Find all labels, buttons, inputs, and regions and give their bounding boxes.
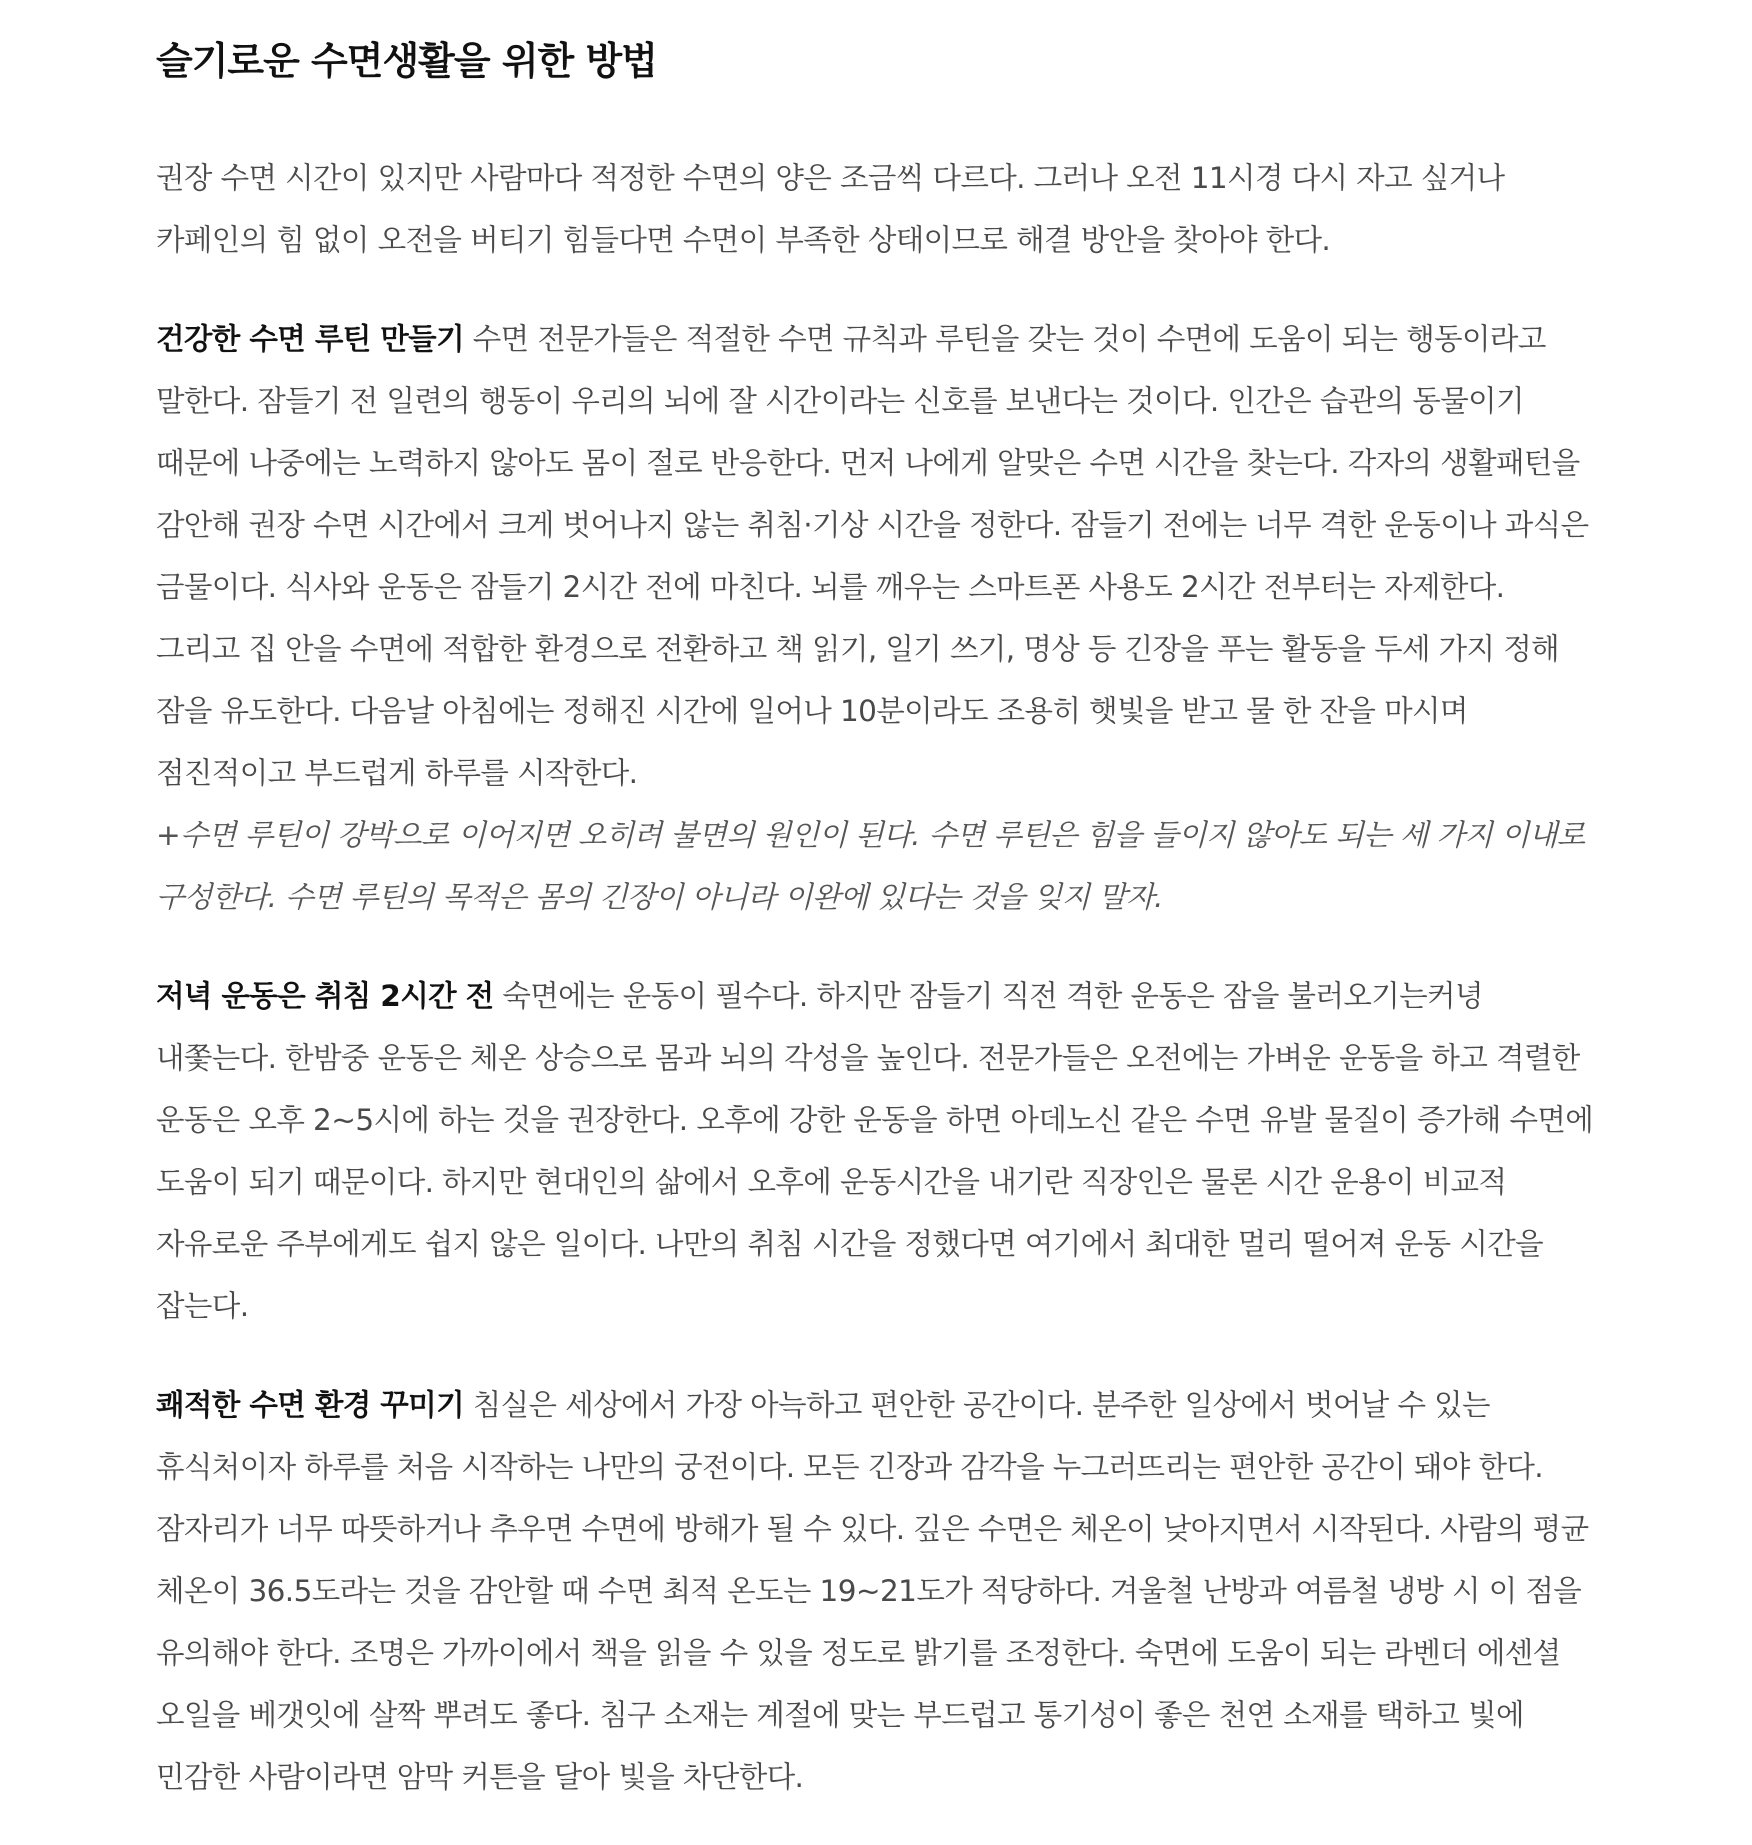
section-body-environment: 침실은 세상에서 가장 아늑하고 편안한 공간이다. 분주한 일상에서 벗어날 수 있는 휴식처이자 하루를 처음 시작하는 나만의 궁전이다. 모든 긴장과 감각을 누그러뜨리는 편안한 공간이 돼야 한다. 잠자리가 너무 따뜻하거나 추우면 수면에 방해가 될 수 있다. 깊은 수면은 체온이 낮아지면서 시작된다. 사람의 평균 체온이 36.5도라는 것을 감안할 때 수면 최적 온도는 19~21도가 적당하다. 겨울철 난방과 여름철 냉방 시 이 점을 유의해야 한다. 조명은 가까이에서 책을 읽을 수 있을 정도로 밝기를 조정한다. 숙면에 도움이 되는 라벤더 에센셜 오일을 베갯잇에 살짝 뿌려도 좋다. 침구 소재는 계절에 맞는 부드럽고 통기성이 좋은 천연 소재를 택하고 빛에 민감한 사람이라면 암막 커튼을 달아 빛을 차단한다. — [156, 1388, 1589, 1794]
section-body-exercise: 숙면에는 운동이 필수다. 하지만 잠들기 직전 격한 운동은 잠을 불러오기는커녕 내쫓는다. 한밤중 운동은 체온 상승으로 몸과 뇌의 각성을 높인다. 전문가들은 오전에는 가벼운 운동을 하고 격렬한 운동은 오후 2~5시에 하는 것을 권장한다. 오후에 강한 운동을 하면 아데노신 같은 수면 유발 물질이 증가해 수면에 도움이 되기 때문이다. 하지만 현대인의 삶에서 오후에 운동시간을 내기란 직장인은 물론 시간 운용이 비교적 자유로운 주부에게도 쉽지 않은 일이다. 나만의 취침 시간을 정했다면 여기에서 최대한 멀리 떨어져 운동 시간을 잡는다. — [156, 979, 1594, 1323]
section-exercise — [156, 965, 1594, 1337]
section-body-routine: 수면 전문가들은 적절한 수면 규칙과 루틴을 갖는 것이 수면에 도움이 되는 행동이라고 말한다. 잠들기 전 일련의 행동이 우리의 뇌에 잘 시간이라는 신호를 보낸다는 것이다. 인간은 습관의 동물이기 때문에 나중에는 노력하지 않아도 몸이 절로 반응한다. 먼저 나에게 알맞은 수면 시간을 찾는다. 각자의 생활패턴을 감안해 권장 수면 시간에서 크게 벗어나지 않는 취침·기상 시간을 정한다. 잠들기 전에는 너무 격한 운동이나 과식은 금물이다. 식사와 운동은 잠들기 2시간 전에 마친다. 뇌를 깨우는 스마트폰 사용도 2시간 전부터는 자제한다. 그리고 집 안을 수면에 적합한 환경으로 전환하고 책 읽기, 일기 쓰기, 명상 등 긴장을 푸는 활동을 두세 가지 정해 잠을 유도한다. 다음날 아침에는 정해진 시간에 일어나 10분이라도 조용히 햇빛을 받고 물 한 잔을 마시며 점진적이고 부드럽게 하루를 시작한다. — [156, 322, 1589, 790]
article — [156, 30, 1594, 1845]
section-environment — [156, 1374, 1594, 1808]
section-routine — [156, 308, 1594, 804]
section-heading-routine: 건강한 수면 루틴 만들기 — [156, 322, 464, 356]
section-heading-environment: 쾌적한 수면 환경 꾸미기 — [156, 1388, 464, 1422]
intro-paragraph: 권장 수면 시간이 있지만 사람마다 적정한 수면의 양은 조금씩 다르다. 그러나 오전 11시경 다시 자고 싶거나 카페인의 힘 없이 오전을 버티기 힘들다면 수면이 부족한 상태이므로 해결 방안을 찾아야 한다. — [156, 161, 1505, 257]
routine-note: +수면 루틴이 강박으로 이어지면 오히려 불면의 원인이 된다. 수면 루틴은 힘을 들이지 않아도 되는 세 가지 이내로 구성한다. 수면 루틴의 목적은 몸의 긴장이 아니라 이완에 있다는 것을 잊지 말자. — [156, 818, 1585, 914]
article-title: 슬기로운 수면생활을 위한 방법 — [156, 39, 657, 83]
section-heading-exercise: 저녁 운동은 취침 2시간 전 — [156, 979, 494, 1013]
